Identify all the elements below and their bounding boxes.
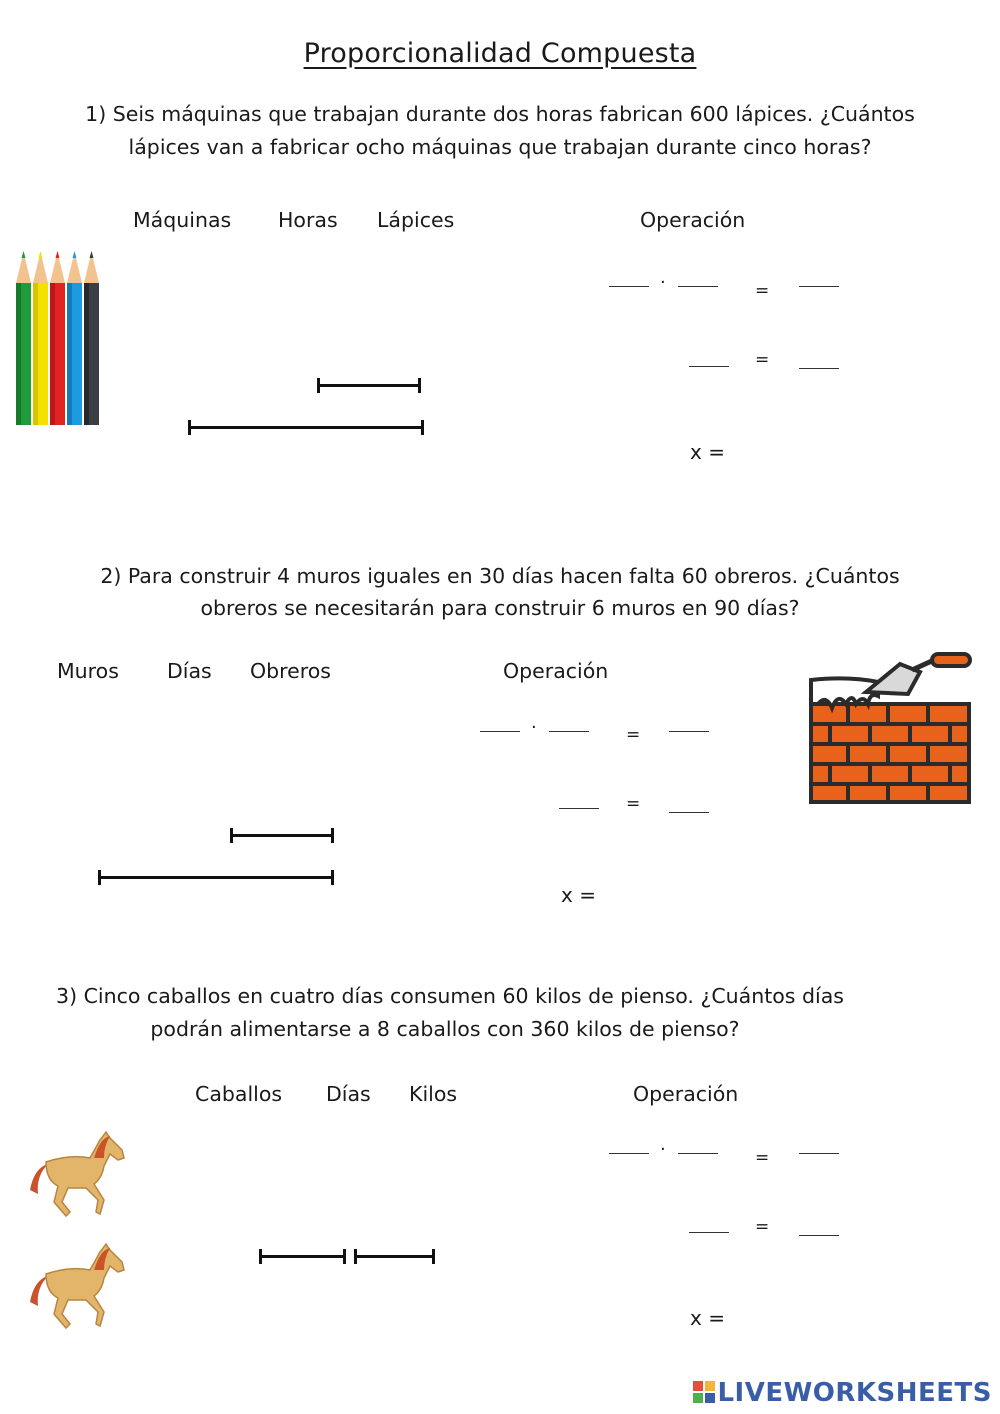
- problem-1-header-col1: Máquinas: [133, 208, 232, 232]
- liveworksheets-logo: [693, 1378, 992, 1408]
- problem-2-x-label: x =: [561, 883, 596, 907]
- problem-3-question-line-1: 3) Cinco caballos en cuatro días consumen 60 kilos de pienso. ¿Cuántos días: [56, 984, 844, 1008]
- problem-1-question-line-1: 1) Seis máquinas que trabajan durante dos horas fabrican 600 lápices. ¿Cuántos: [85, 102, 915, 126]
- problem-1-multiply-dot: ·: [660, 272, 666, 293]
- horse-illustration-2: [24, 1240, 128, 1330]
- liveworksheets-logo-icon: [693, 1381, 715, 1403]
- problem-1-equals-1: =: [755, 281, 770, 301]
- problem-2-bracket-short: [231, 834, 333, 837]
- problem-1-blank-b[interactable]: [678, 286, 718, 287]
- problem-3-equals-1: =: [755, 1148, 770, 1168]
- problem-3-blank-c[interactable]: [799, 1153, 839, 1154]
- problem-2-operation-label: Operación: [503, 659, 609, 683]
- problem-3-blank-d[interactable]: [689, 1232, 729, 1233]
- problem-3-question-line-2: podrán alimentarse a 8 caballos con 360 kilos de pienso?: [150, 1017, 740, 1041]
- problem-3-x-label: x =: [690, 1306, 725, 1330]
- page-title: Proporcionalidad Compuesta: [303, 38, 697, 69]
- problem-3-header-col3: Kilos: [409, 1082, 458, 1106]
- problem-1-blank-c[interactable]: [799, 286, 839, 287]
- problem-2-multiply-dot: ·: [531, 717, 537, 738]
- problem-3-header-col1: Caballos: [195, 1082, 283, 1106]
- problem-2-question-line-1: 2) Para construir 4 muros iguales en 30 días hacen falta 60 obreros. ¿Cuántos: [100, 564, 900, 588]
- problem-1-x-label: x =: [690, 440, 725, 464]
- problem-3-bracket-right: [355, 1255, 434, 1258]
- problem-3-blank-e[interactable]: [799, 1235, 839, 1236]
- problem-1-bracket-long: [189, 426, 423, 429]
- problem-3-bracket-left: [260, 1255, 345, 1258]
- liveworksheets-logo-text: LIVEWORKSHEETS: [717, 1378, 992, 1408]
- pencils-illustration: [14, 248, 104, 428]
- problem-1-blank-d[interactable]: [689, 366, 729, 367]
- problem-2-bracket-long: [99, 876, 333, 879]
- problem-3-operation-label: Operación: [633, 1082, 739, 1106]
- problem-1-header-col3: Lápices: [377, 208, 455, 232]
- problem-1-equals-2: =: [755, 350, 770, 370]
- problem-3-blank-b[interactable]: [678, 1153, 718, 1154]
- problem-2-header-col3: Obreros: [250, 659, 331, 683]
- brick-wall-trowel-illustration: [808, 652, 972, 806]
- problem-2-question-line-2: obreros se necesitarán para construir 6 muros en 90 días?: [200, 596, 800, 620]
- problem-1-blank-a[interactable]: [609, 286, 649, 287]
- problem-2-equals-1: =: [626, 725, 641, 745]
- problem-2-blank-e[interactable]: [669, 812, 709, 813]
- problem-1-operation-label: Operación: [640, 208, 746, 232]
- problem-2-blank-b[interactable]: [549, 731, 589, 732]
- problem-3-blank-a[interactable]: [609, 1153, 649, 1154]
- problem-3-header-col2: Días: [326, 1082, 371, 1106]
- problem-1-question-line-2: lápices van a fabricar ocho máquinas que trabajan durante cinco horas?: [128, 135, 872, 159]
- problem-2-blank-c[interactable]: [669, 731, 709, 732]
- problem-3-equals-2: =: [755, 1217, 770, 1237]
- problem-2-header-col2: Días: [167, 659, 212, 683]
- horse-illustration-1: [24, 1128, 128, 1218]
- problem-2-header-col1: Muros: [57, 659, 119, 683]
- problem-2-equals-2: =: [626, 794, 641, 814]
- problem-1-bracket-short: [318, 384, 420, 387]
- problem-2-blank-d[interactable]: [559, 808, 599, 809]
- problem-1-header-col2: Horas: [278, 208, 338, 232]
- problem-1-blank-e[interactable]: [799, 368, 839, 369]
- problem-3-multiply-dot: ·: [660, 1139, 666, 1160]
- problem-2-blank-a[interactable]: [480, 731, 520, 732]
